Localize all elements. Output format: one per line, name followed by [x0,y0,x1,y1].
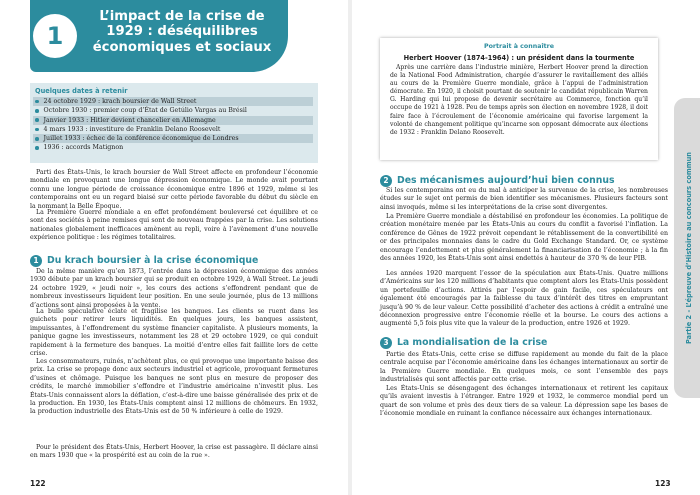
page-number: 122 [30,479,46,488]
left-page [0,0,348,495]
page-number: 123 [655,479,671,488]
section-1-number: 1 [30,255,42,267]
date-item: Octobre 1930 : premier coup d’État de Getúlio Vargas au Brésil [35,106,313,115]
date-item: Janvier 1933 : Hitler devient chancelier en Allemagne [33,116,313,125]
section-3-paragraph-1: Partie des États-Unis, cette crise se diffuse rapidement au monde du fait de la place centrale acquise par l’économie américaine dans les échanges internationaux au sortir de la Première Guerre mondiale. En quelques mois, ce sont l’ensemble des pays industrialisés qui sont affectés par cette crise. [380,351,668,384]
section-3-paragraph-2: Les États-Unis se désengagent des échanges internationaux et retirent les capitaux qu’ils avaient investis à l’étranger. Entre 1929 et 1932, le commerce mondial perd un quart de son volume et près des deux tiers de sa valeur. La dépression sape les bases de l’économie mondiale en ruinant la confiance nécessaire aux échanges internationaux. [380,385,668,418]
date-item: 1936 : accords Matignon [35,143,313,152]
section-1-paragraph-4: Pour le président des États-Unis, Herbert Hoover, la crise est passagère. Il déclare ainsi en mars 1930 que « la prospérité est au coin de la rue ». [30,444,318,460]
bullet-icon [35,128,39,132]
section-1-paragraph-2: La bulle spéculative éclate et fragilise les banques. Les clients se ruent dans les guichets pour retirer leurs liquidités. En quelques jours, les banques assistent, impuissantes, à l’effondrement du système financier capitaliste. À plusieurs moments, la panique gagne les investisseurs, notamment les 28 et 29 octobre 1929, ce qui conduit rapidement à la fermeture des banques. La moitié d’entre elles fait faillite lors de cette crise. [30,308,318,358]
bullet-icon [35,146,39,150]
bullet-icon [35,118,39,122]
section-2-number: 2 [380,175,392,187]
section-1-paragraph-3: Les consommateurs, ruinés, n’achètent plus, ce qui provoque une importante baisse des prix. La crise se propage donc aux secteurs industriel et agricole, provoquant fermetures d’usines et chômage. Puisque les banques ne sont plus en mesure de proposer des crédits, le marché immobilier s’effondre et l’industrie américaine n’investit plus. Les États-Unis connaissent alors la déflation, c’est-à-dire une baisse généralisée des prix et de la production. En 1930, les États-Unis comptent ainsi 12 millions de chômeurs. En 1932, la production industrielle des États-Unis est de 50 % inférieure à celle de 1929. [30,358,318,416]
section-2-heading [380,174,614,187]
section-3-number: 3 [380,337,392,349]
section-3-title: La mondialisation de la crise [397,337,548,348]
date-item: 24 octobre 1929 : krach boursier de Wall Street [33,97,313,106]
chapter-title: L’impact de la crise de 1929 : déséquilibres économiques et sociaux [92,9,272,55]
right-page [352,0,700,495]
portrait-box [380,38,658,160]
key-dates-title: Quelques dates à retenir [35,87,128,95]
section-1-paragraph-1: De la même manière qu’en 1873, l’entrée dans la dépression économique des années 1930 débute par un krach boursier qui se produit en octobre 1929, à Wall Street. Le jeudi 24 octobre 1929, « jeudi noir », les cours des actions s’effondrent pendant que de nombreux investisseurs liquident leur position. En une seule journée, plus de 13 millions d’actions sont ainsi proposées à la vente. [30,268,318,309]
chapter-number: 1 [33,14,77,58]
date-item: Juillet 1933 : échec de la conférence économique de Londres [33,134,313,143]
section-1-title: Du krach boursier à la crise économique [47,255,259,266]
portrait-name: Herbert Hoover (1874-1964) : un président dans la tourmente [403,54,635,62]
intro-paragraph-2: La Première Guerre mondiale a en effet profondément bouleversé cet équilibre et ce sont des sociétés à peine remises qui sont de nouveau frappées par la crise. Les solutions nationales globalement inefficaces amènent au repli, voire à l’avènement d’une nouvelle expérience politique : les régimes totalitaires. [30,209,318,242]
portrait-label: Portrait à connaître [483,43,555,50]
section-1-heading [30,254,258,267]
section-2-paragraph-2: La Première Guerre mondiale a déstabilisé en profondeur les économies. La politique de création monétaire menée par les États-Unis au cours du conflit a favorisé l’inflation. La conférence de Gênes de 1922 prévoit cependant le rétablissement de la convertibilité en or des principales monnaies dans le cadre du Gold Exchange Standard. Or, ce système encourage l’endettement et plus généralement la financiarisation de l’économie ; à la fin des années 1920, les États-Unis sont ainsi endettés à hauteur de 370 % de leur PIB. [380,213,668,263]
section-2-paragraph-3: Les années 1920 marquent l’essor de la spéculation aux États-Unis. Quatre millions d’Américains sur les 120 millions d’habitants que comptent alors les États-Unis possèdent un portefeuille d’actions. Attirés par l’espoir de gain facile, ces spéculateurs ont également été encouragés par la faiblesse du taux d’intérêt des titres en empruntant jusqu’à 90 % de leur valeur. Cette possibilité d’acheter des actions à crédit a entraîné une déconnexion progressive entre l’économie réelle et la bourse. Le cours des actions a augmenté 5,5 fois plus vite que la valeur de la production, entre 1926 et 1929. [380,270,668,328]
intro-paragraph-1: Parti des États-Unis, le krach boursier de Wall Street affecte en profondeur l’économie mondiale en provoquant une longue dépression économique. Le monde avait pourtant connu une longue période de croissance économique entre 1896 et 1929, même si les contemporains ont eu un regard biaisé sur cette période favorable du début du siècle en la nommant la Belle Époque. [30,169,318,210]
date-item: 4 mars 1933 : investiture de Franklin Delano Roosevelt [35,125,313,134]
bullet-icon [35,100,39,104]
key-dates-box [30,83,318,163]
section-2-title: Des mécanismes aujourd’hui bien connus [397,175,615,186]
portrait-text: Après une carrière dans l’industrie minière, Herbert Hoover prend la direction de la National Food Administration, chargée d’assurer le ravitaillement des alliés au cours de la Première Guerre mondiale, grâce à l’appui de l’administration démocrate. En 1920, il choisit pourtant de soutenir le candidat républicain Warren G. Harding qui lui propose de devenir secrétaire au Commerce, fonction qu’il occupe de 1921 à 1928. Peu de temps après son élection en novembre 1928, il doit faire face à l’écroulement de l’économie américaine qui favorise largement la volonté de changement politique qu’incarne son opposant démocrate aux élections de 1932 : Franklin Delano Roosevelt. [390,64,648,136]
section-3-heading [380,336,547,349]
bullet-icon [35,137,39,141]
key-dates-list [35,97,313,153]
section-2-paragraph-1: Si les contemporains ont eu du mal à anticiper la survenue de la crise, les nombreuses études sur le sujet ont permis de bien identifier ses mécanismes. Plusieurs facteurs sont ainsi invoqués, même si les interprétations de la crise sont divergentes. [380,187,668,211]
side-tab-label: Partie 2 - L’épreuve d’Histoire au concours commun [685,152,693,344]
bullet-icon [35,109,39,113]
